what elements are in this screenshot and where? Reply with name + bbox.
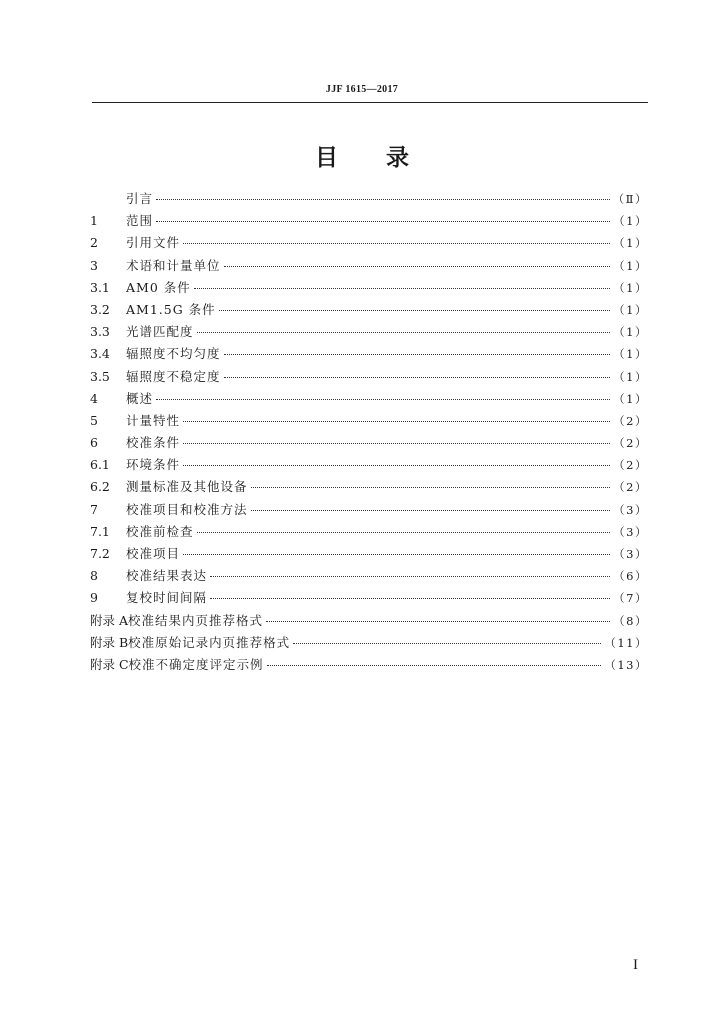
toc-entry-label: 辐照度不均匀度 [126, 346, 221, 362]
toc-entry-page: （3） [613, 547, 648, 561]
toc-title [0, 139, 724, 172]
header-rule [92, 102, 648, 103]
toc-entry[interactable] [90, 544, 648, 566]
toc-entry-number: 6.1 [90, 457, 110, 473]
toc-entry[interactable] [90, 433, 648, 455]
toc-leader-dots [224, 266, 611, 267]
toc-entry[interactable] [90, 633, 648, 655]
toc-entry-label: AM1.5G 条件 [126, 301, 216, 317]
toc-leader-dots [219, 310, 611, 311]
toc-entry-page: （1） [613, 369, 648, 384]
toc-entry-number: 3.5 [90, 368, 110, 384]
toc-entry-page: （1） [613, 302, 648, 317]
toc-entry-label: 辐照度不稳定度 [126, 368, 221, 384]
toc-entry[interactable] [90, 256, 648, 278]
toc-entry-label: AM0 条件 [126, 279, 191, 295]
toc-entry-page: （13） [604, 657, 648, 672]
toc-entry-label: 光谱匹配度 [126, 324, 194, 340]
toc-leader-dots [267, 665, 602, 666]
toc-entry-label: 复校时间间隔 [126, 590, 208, 606]
toc-leader-dots [210, 576, 610, 577]
toc-entry-page: （2） [613, 413, 648, 428]
toc-entry[interactable] [90, 500, 648, 522]
toc-entry-page: （3） [613, 502, 648, 517]
toc-entry-label: 引用文件 [126, 235, 181, 251]
toc-entry[interactable] [90, 477, 648, 499]
toc-entry-label: 校准前检查 [126, 523, 194, 539]
toc-entry[interactable] [90, 411, 648, 433]
toc-entry-page: （1） [613, 214, 648, 229]
toc-entry-page: （1） [613, 280, 648, 295]
toc-entry-page: （6） [613, 569, 648, 584]
toc-entry-number: 附录 B [90, 634, 129, 650]
toc-entry[interactable] [90, 189, 648, 211]
toc-entry[interactable] [90, 367, 648, 389]
toc-entry[interactable] [90, 611, 648, 633]
toc-leader-dots [210, 598, 610, 599]
toc-entry-page: （8） [613, 613, 648, 628]
toc-entry[interactable] [90, 278, 648, 300]
toc-leader-dots [183, 243, 610, 244]
toc-entry[interactable] [90, 389, 648, 411]
toc-entry[interactable] [90, 233, 648, 255]
standard-number-header: JJF 1615—2017 [325, 84, 399, 95]
toc-entry-number: 3.4 [90, 346, 110, 362]
toc-leader-dots [224, 377, 611, 378]
toc-entry[interactable] [90, 588, 648, 610]
toc-leader-dots [156, 199, 610, 200]
toc-leader-dots [183, 421, 610, 422]
toc-entry-label: 校准条件 [126, 435, 181, 451]
toc-entry-page: （1） [613, 347, 648, 362]
toc-entry-page: （1） [613, 258, 648, 273]
toc-entry-label: 校准结果内页推荐格式 [128, 612, 264, 628]
toc-entry-page: （2） [613, 480, 648, 495]
toc-leader-dots [251, 510, 611, 511]
toc-entry-number: 7.2 [90, 546, 110, 561]
toc-entry-label: 测量标准及其他设备 [126, 479, 248, 495]
toc-entry[interactable] [90, 566, 648, 588]
toc-entry-label: 校准项目和校准方法 [126, 501, 248, 517]
toc-entry-label: 引言 [126, 191, 154, 206]
toc-entry[interactable] [90, 344, 648, 366]
toc-entry-page: （1） [613, 391, 648, 406]
toc-entry-page: （11） [604, 635, 648, 650]
toc-entry[interactable] [90, 322, 648, 344]
toc-leader-dots [156, 221, 610, 222]
toc-entry-number: 3.2 [90, 301, 110, 317]
toc-entry[interactable] [90, 300, 648, 322]
toc-leader-dots [183, 554, 610, 555]
toc-entry-page: （7） [613, 591, 648, 606]
toc-entry-label: 概述 [126, 390, 154, 406]
toc-entry-label: 校准原始记录内页推荐格式 [128, 634, 291, 650]
toc-entry-number: 附录 C [90, 656, 129, 672]
toc-entry-label: 术语和计量单位 [126, 257, 221, 273]
toc-entry-page: （2） [613, 436, 648, 451]
toc-leader-dots [183, 465, 610, 466]
toc-leader-dots [224, 354, 611, 355]
toc-entry-number: 8 [90, 568, 98, 584]
toc-entry-label: 校准项目 [126, 546, 181, 561]
toc-title-char-2: 录 [386, 145, 409, 171]
toc-entry-page: （2） [613, 458, 648, 473]
toc-entry-number: 4 [90, 390, 98, 406]
toc-leader-dots [293, 643, 601, 644]
toc-entry-number: 3.1 [90, 279, 110, 295]
toc-leader-dots [183, 443, 610, 444]
toc-leader-dots [156, 399, 610, 400]
toc-entry-number: 2 [90, 235, 98, 251]
toc-entry-number: 3 [90, 257, 98, 273]
toc-entry-number: 9 [90, 590, 98, 606]
toc-entry[interactable] [90, 522, 648, 544]
toc-leader-dots [194, 288, 610, 289]
toc-entry-label: 校准结果表达 [126, 568, 208, 584]
table-of-contents [90, 189, 648, 677]
toc-entry-page: （1） [613, 236, 648, 251]
toc-entry-page: （1） [613, 325, 648, 340]
toc-leader-dots [197, 332, 611, 333]
toc-entry[interactable] [90, 655, 648, 677]
toc-entry-number: 附录 A [90, 612, 129, 628]
toc-entry-page: （3） [613, 524, 648, 539]
toc-title-char-1: 目 [315, 145, 338, 171]
toc-entry-label: 范围 [126, 213, 154, 229]
toc-entry-number: 3.3 [90, 324, 110, 340]
toc-entry[interactable] [90, 455, 648, 477]
toc-entry-number: 5 [90, 412, 98, 428]
toc-leader-dots [197, 532, 611, 533]
toc-entry-page: （Ⅱ） [612, 192, 648, 206]
page-number: I [633, 957, 638, 973]
toc-entry-number: 6.2 [90, 479, 110, 495]
toc-entry-label: 校准不确定度评定示例 [128, 656, 264, 672]
toc-entry-number: 6 [90, 435, 98, 451]
toc-entry-number: 7 [90, 501, 98, 517]
toc-entry-number: 1 [90, 213, 98, 229]
toc-entry-label: 环境条件 [126, 457, 181, 473]
toc-entry-number: 7.1 [90, 523, 110, 539]
toc-leader-dots [251, 487, 611, 488]
toc-entry-label: 计量特性 [126, 412, 181, 428]
toc-leader-dots [266, 621, 610, 622]
toc-entry[interactable] [90, 211, 648, 233]
